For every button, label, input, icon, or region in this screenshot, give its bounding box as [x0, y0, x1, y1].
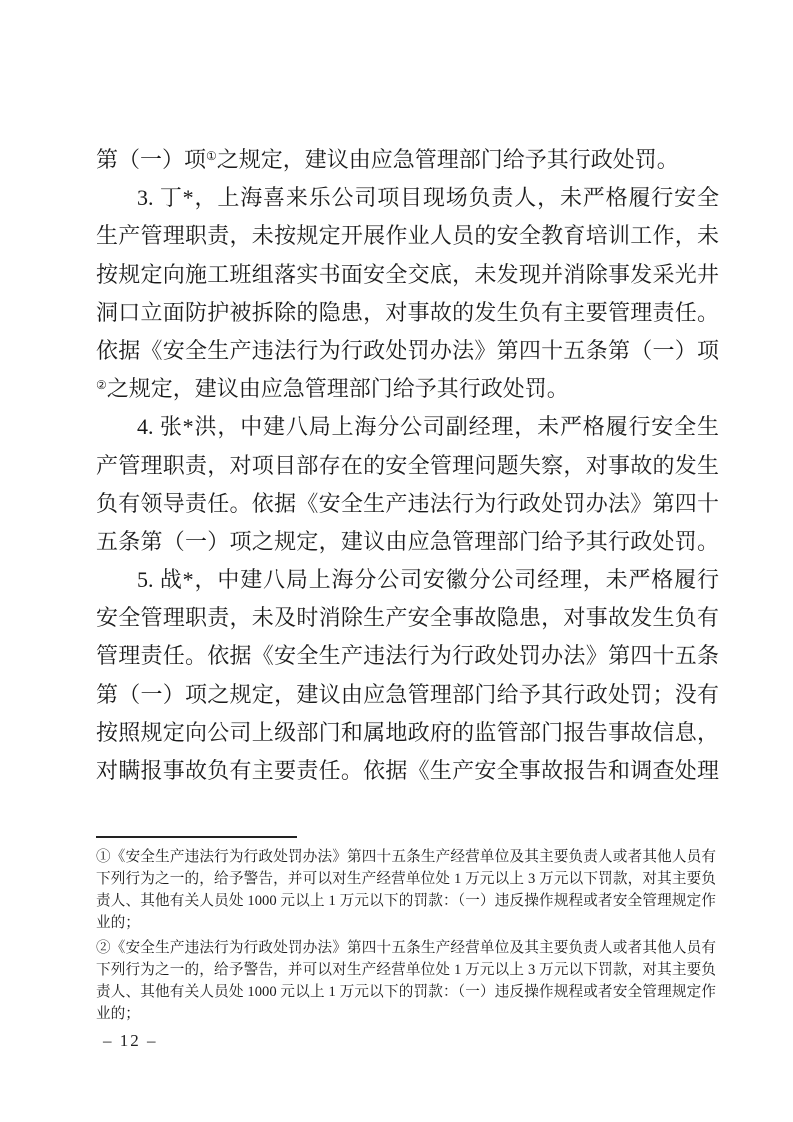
body-line: 洞口立面防护被拆除的隐患，对事故的发生负有主要管理责任。 [96, 299, 719, 325]
footnote-item: ②《安全生产违法行为行政处罚办法》第四十五条生产经营单位及其主要负责人或者其他人员有下列行为之一的，给予警告，并可以对生产经营单位处 1 万元以上 3 万元以下罚款，对其主要负责人、其他有关人员处 1000 元以上 1 万元以下的罚款：（一）违反操作规程或者安全管理规定作业的； [96, 940, 716, 1022]
body-line: 安全管理职责，未及时消除生产安全事故隐患，对事故发生负有 [96, 605, 719, 631]
footnotes-section [96, 846, 716, 1028]
body-line: 4. 张*洪，中建八局上海分公司副经理，未严格履行安全生 [137, 414, 719, 440]
body-line: 管理责任。依据《安全生产违法行为行政处罚办法》第四十五条 [96, 643, 719, 669]
footnote-ref-mark: ② [96, 378, 107, 393]
body-line: 对瞒报事故负有主要责任。依据《生产安全事故报告和调查处理 [96, 758, 719, 783]
body-line: 按照规定向公司上级部门和属地政府的监管部门报告事故信息， [96, 719, 719, 745]
body-line: 依据《安全生产违法行为行政处罚办法》第四十五条第（一）项 [96, 337, 719, 363]
document-body [96, 141, 719, 790]
footnote-item: ①《安全生产违法行为行政处罚办法》第四十五条生产经营单位及其主要负责人或者其他人员有下列行为之一的，给予警告，并可以对生产经营单位处 1 万元以上 3 万元以下罚款，对其主要负责人、其他有关人员处 1000 元以上 1 万元以下的罚款：（一）违反操作规程或者安全管理规定作业的； [96, 849, 716, 931]
body-line: 负有领导责任。依据《安全生产违法行为行政处罚办法》第四十 [96, 490, 719, 516]
body-line: 按规定向施工班组落实书面安全交底，未发现并消除事发采光井 [96, 261, 719, 287]
body-line: 第（一）项①之规定，建议由应急管理部门给予其行政处罚。 [96, 147, 679, 172]
body-line: 五条第（一）项之规定，建议由应急管理部门给予其行政处罚。 [96, 528, 719, 554]
body-line: 生产管理职责，未按规定开展作业人员的安全教育培训工作，未 [96, 223, 719, 249]
page-number: – 12 – [103, 1031, 158, 1050]
footnote-divider [96, 836, 297, 838]
body-line: 5. 战*，中建八局上海分公司安徽分公司经理，未严格履行 [137, 567, 719, 593]
body-line: 3. 丁*，上海喜来乐公司项目现场负责人，未严格履行安全 [137, 185, 719, 211]
body-line: 第（一）项之规定，建议由应急管理部门给予其行政处罚；没有 [96, 681, 719, 707]
body-line: 产管理职责，对项目部存在的安全管理问题失察，对事故的发生 [96, 452, 719, 478]
body-line: ②之规定，建议由应急管理部门给予其行政处罚。 [96, 376, 569, 402]
footnote-ref-mark: ① [206, 149, 217, 163]
